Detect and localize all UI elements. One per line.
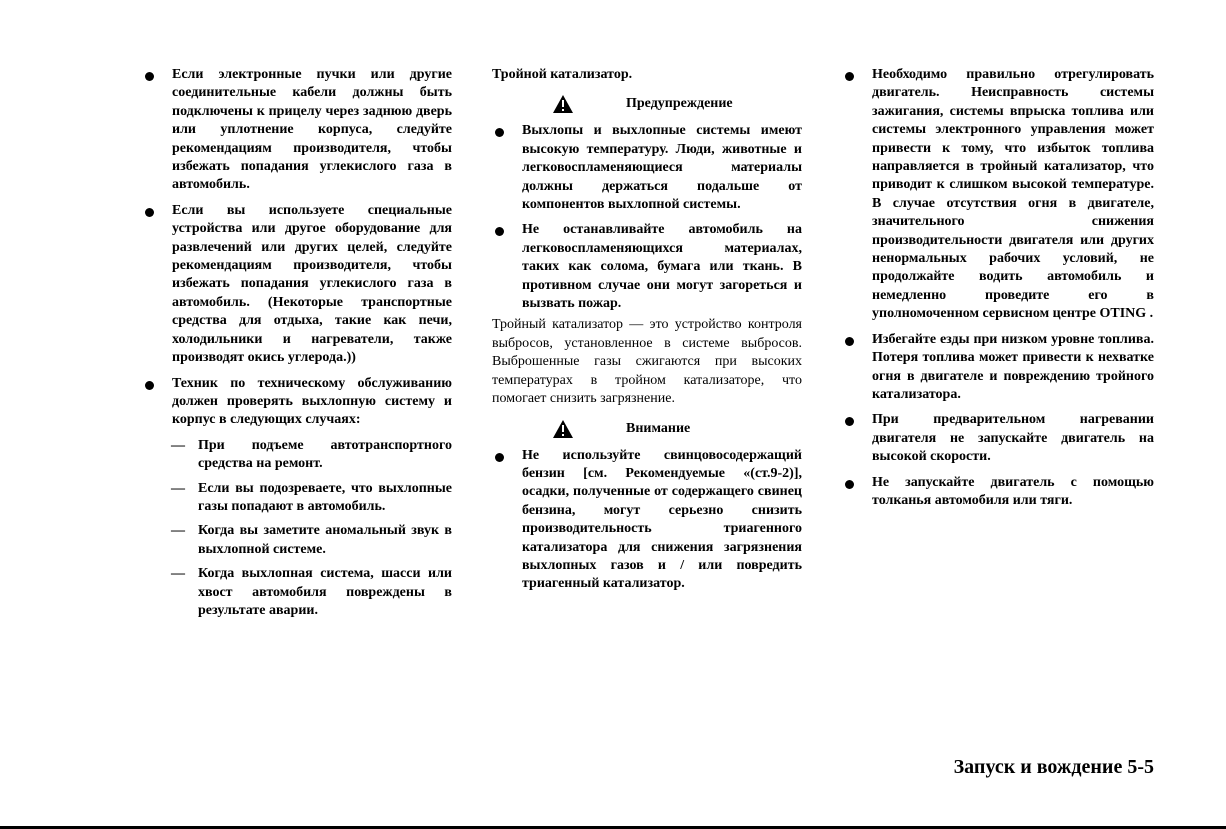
- bullet-text: Не используйте свинцовосодержащий бензин [см. Рекомендуемые «(ст.9-2)], осадки, полученные от содержащего свинец бензина, могут серьезно снизить производительность триагенного катализатора для снижения загрязнения выхлопных газов и / или повредить триагенный катализатор.: [522, 447, 802, 592]
- bullet-item: [842, 474, 1154, 511]
- column-middle: [492, 66, 802, 601]
- bullet-text: Техник по техническому обслуживанию должен проверять выхлопную систему и корпус в следующих случаях:: [172, 375, 452, 428]
- bullet-item: [142, 202, 452, 368]
- bullet-item: [492, 447, 802, 594]
- sub-item: [142, 522, 452, 559]
- sub-item: [142, 565, 452, 620]
- dash-icon: —: [171, 523, 185, 539]
- bullet-text: Если вы используете специальные устройства или другое оборудование для развлечений или других целей, следуйте рекомендациям производителя, чтобы избежать попадания углекислого газа в автомобиль. (Некоторые транспортные средства для отдыха, такие как печи, холодильники и нагреватели, также производят окись углерода.)): [172, 202, 452, 366]
- bullet-text: Выхлопы и выхлопные системы имеют высокую температуру. Люди, животные и легковоспламеняющиеся материалы должны держаться подальше от компонентов выхлопной системы.: [522, 123, 802, 213]
- warning-heading: [492, 92, 802, 116]
- caution-label: Внимание: [626, 420, 691, 436]
- dash-icon: —: [171, 480, 185, 496]
- body-paragraph: Тройный катализатор — это устройство контроля выбросов, установленное в системе выбросов. Выброшенные газы сжигаются при высоких температурах в тройном катализаторе, что помогает снизить загрязнение.: [492, 317, 802, 407]
- bullet-item: [492, 122, 802, 214]
- column-left: [142, 66, 452, 626]
- bullet-text: Не запускайте двигатель с помощью толканья автомобиля или тяги.: [872, 474, 1154, 508]
- sub-item: [142, 437, 452, 474]
- bullet-text: Избегайте езды при низком уровне топлива. Потеря топлива может привести к нехватке огня в двигателе и повреждению тройного катализатора.: [872, 331, 1154, 402]
- bullet-item: [842, 331, 1154, 405]
- sub-text: Когда вы заметите аномальный звук в выхлопной системе.: [198, 523, 452, 557]
- sub-text: Когда выхлопная система, шасси или хвост автомобиля повреждены в результате аварии.: [198, 566, 452, 618]
- bullet-text: Необходимо правильно отрегулировать двигатель. Неисправность системы зажигания, системы впрыска топлива или системы электронного управления может привести к тому, что избыток топлива направляется в тройный катализатор, что приводит к слишком высокой температуре. В случае отсутствия огня в двигателе, значительного снижения производительности двигателя или других ненормальных рабочих условий, не продолжайте водить автомобиль и немедленно проведите его в уполномоченном сервисном центре OTING .: [872, 67, 1154, 322]
- caution-heading: [492, 417, 802, 441]
- bullet-item: [142, 375, 452, 430]
- warning-triangle-icon: [552, 94, 574, 114]
- warning-triangle-icon: [552, 419, 574, 439]
- bullet-text: При предварительном нагревании двигателя не запускайте двигатель на высокой скорости.: [872, 412, 1154, 465]
- section-title: Тройной катализатор.: [492, 67, 633, 82]
- bullet-item: [142, 66, 452, 195]
- bullet-text: Не останавливайте автомобиль на легковоспламеняющихся материалах, таких как солома, бумага или ткань. В противном случае они могут загореться и вызвать пожар.: [522, 222, 802, 312]
- page-footer: Запуск и вождение 5-5: [953, 756, 1154, 778]
- sub-text: При подъеме автотранспортного средства на ремонт.: [198, 437, 452, 472]
- sub-item: [142, 480, 452, 517]
- dash-icon: —: [171, 566, 185, 582]
- warning-label: Предупреждение: [626, 96, 733, 112]
- bullet-item: [842, 66, 1154, 324]
- bullet-item: [842, 411, 1154, 466]
- dash-icon: —: [171, 437, 185, 453]
- column-right: [842, 66, 1154, 517]
- bullet-item: [492, 221, 802, 313]
- bullet-text: Если электронные пучки или другие соединительные кабели должны быть подключены к прицелу через заднюю дверь или уплотнение корпуса, следуйте рекомендациям производителя, чтобы избежать попадания углекислого газа в автомобиль.: [172, 67, 452, 193]
- sub-text: Если вы подозреваете, что выхлопные газы попадают в автомобиль.: [198, 480, 452, 514]
